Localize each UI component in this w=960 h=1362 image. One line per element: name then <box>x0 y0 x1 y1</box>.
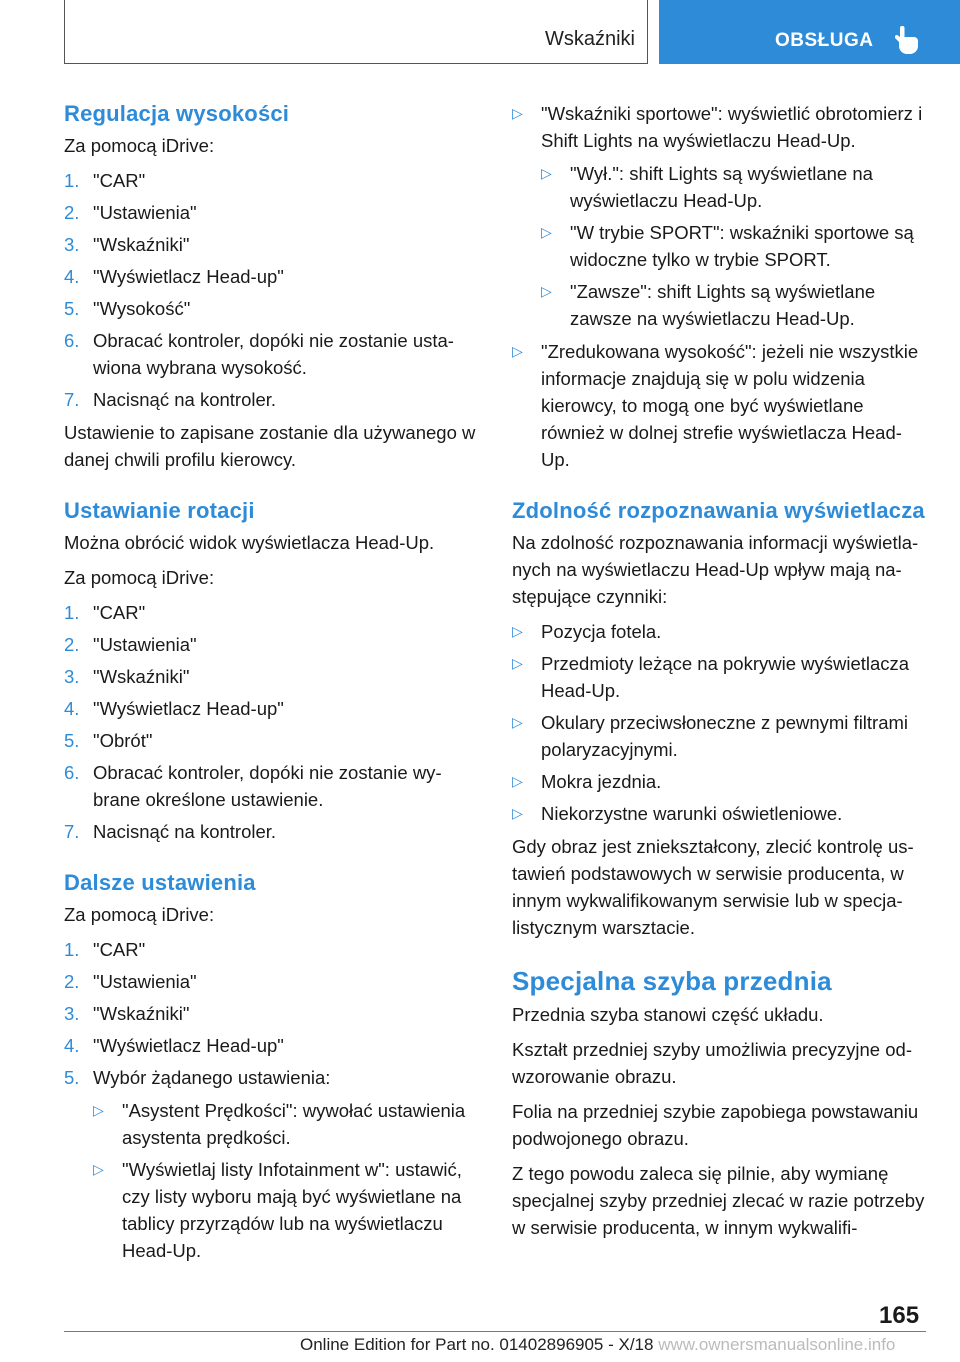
list-item: 7. Nacisnąć na kontroler. <box>64 389 277 410</box>
triangle-bullet-icon: ▷ <box>541 224 552 240</box>
windshield-p3: Folia na przedniej szybie zapobiega powstawaniu podwojonego obrazu. <box>512 1101 919 1149</box>
heading-height-adjustment: Regulacja wysokości <box>64 101 290 126</box>
right-column <box>512 100 930 1249</box>
continued-options <box>512 100 930 473</box>
list-item: 2. "Ustawienia" <box>64 971 197 992</box>
steps-further <box>64 936 480 1264</box>
header-section-box <box>64 0 648 64</box>
pointing-hand-icon <box>895 26 919 59</box>
steps-height <box>64 167 480 413</box>
windshield-p2: Kształt przedniej szyby umożliwia precyzyjne odwzorowanie obrazu. <box>512 1039 912 1087</box>
list-item: 1. "CAR" <box>64 602 146 623</box>
profile-note: Ustawienie to zapisane zostanie dla używanego w danej chwili profilu kierowcy. <box>64 422 476 470</box>
intro-idrive: Za pomocą iDrive: <box>64 135 215 156</box>
rotation-description: Można obrócić widok wyświetlacza Head-Up. <box>64 532 435 553</box>
list-item: 1. "CAR" <box>64 170 146 191</box>
windshield-p1: Przednia szyba stanowi część układu. <box>512 1004 824 1025</box>
list-item: ▷ Pozycja fotela. <box>512 618 930 645</box>
list-item: 6. Obracać kontroler, dopóki nie zostanie ustawiona wybrana wysokość. <box>64 330 454 378</box>
list-item: ▷ "Zawsze": shift Lights są wyświetlane zawsze na wyświetlaczu Head-Up. <box>541 278 930 332</box>
list-item: 1. "CAR" <box>64 939 146 960</box>
readability-factors <box>512 618 930 827</box>
list-item: 4. "Wyświetlacz Head-up" <box>64 698 284 719</box>
list-item: ▷ "Wyświetlaj listy Infotainment w": ustawić, czy listy wyboru mają być wyświetlane na tablicy przyrządów lub na wyświetlaczu Head-Up. <box>93 1156 480 1264</box>
list-item: ▷ "Zredukowana wysokość": jeżeli nie wszystkie informacje znajdują się w polu widzenia kierowcy, to mogą one być wyświetlane również w dolnej strefie wyświetlacza Head-Up. <box>512 338 930 473</box>
heading-rotation: Ustawianie rotacji <box>64 498 255 523</box>
heading-special-windshield: Specjalna szyba przednia <box>512 966 832 996</box>
left-column <box>64 100 480 1270</box>
list-item: ▷ Mokra jezdnia. <box>512 768 930 795</box>
header-section-title: Wskaźniki <box>544 28 635 50</box>
list-item: ▷ "Asystent Prędkości": wywołać ustawienia asystenta prędkości. <box>93 1097 480 1151</box>
windshield-p4: Z tego powodu zaleca się pilnie, aby wymianę specjalnej szyby przedniej zlecać w razie potrzeby w serwisie producenta, w innym wykwalifi- <box>512 1163 925 1238</box>
watermark: www.ownersmanualsonline.info <box>658 1335 896 1354</box>
list-item: ▷ Niekorzystne warunki oświetleniowe. <box>512 800 930 827</box>
triangle-bullet-icon: ▷ <box>512 655 523 671</box>
list-item: 2. "Ustawienia" <box>64 634 197 655</box>
triangle-bullet-icon: ▷ <box>541 283 552 299</box>
triangle-bullet-icon: ▷ <box>93 1102 104 1118</box>
footer-edition <box>300 1335 895 1355</box>
list-item: ▷ Przedmioty leżące na pokrywie wyświetlacza Head-Up. <box>512 650 930 704</box>
list-item: 7. Nacisnąć na kontroler. <box>64 821 277 842</box>
list-item: ▷ "Wskaźniki sportowe": wyświetlić obrotomierz i Shift Lights na wyświetlaczu Head-Up. ▷ "Wył.": shift Lights są wyświetlane na wyświetlaczu Head-Up. ▷ "W trybie SPORT": wskaźniki sportowe są widoczne tylko w trybie SPORT. ▷ "Zawsze": shift Lights są wyświetlane zawsze na wyświetlaczu Head-Up. <box>512 100 930 332</box>
list-item: 6. Obracać kontroler, dopóki nie zostanie wybrane określone ustawienie. <box>64 762 442 810</box>
intro-idrive: Za pomocą iDrive: <box>64 567 215 588</box>
sub-options <box>93 1097 480 1264</box>
triangle-bullet-icon: ▷ <box>512 714 523 730</box>
triangle-bullet-icon: ▷ <box>512 623 523 639</box>
footer-divider <box>64 1331 926 1332</box>
list-item: 4. "Wyświetlacz Head-up" <box>64 1035 284 1056</box>
header-chapter-tab <box>659 0 960 64</box>
list-item: ▷ "Wył.": shift Lights są wyświetlane na wyświetlaczu Head-Up. <box>541 160 930 214</box>
list-item: ▷ Okulary przeciwsłoneczne z pewnymi filtrami polaryzacyjnymi. <box>512 709 930 763</box>
triangle-bullet-icon: ▷ <box>512 105 523 121</box>
list-item: 5. "Wysokość" <box>64 298 191 319</box>
edition-text: Online Edition for Part no. 01402896905 - X/18 <box>300 1335 654 1354</box>
list-item: 3. "Wskaźniki" <box>64 1003 190 1024</box>
list-item: 5. "Obrót" <box>64 730 153 751</box>
sport-sub-options <box>541 160 930 332</box>
triangle-bullet-icon: ▷ <box>512 343 523 359</box>
triangle-bullet-icon: ▷ <box>93 1161 104 1177</box>
list-item: 3. "Wskaźniki" <box>64 666 190 687</box>
triangle-bullet-icon: ▷ <box>512 805 523 821</box>
list-item: 4. "Wyświetlacz Head-up" <box>64 266 284 287</box>
heading-readability: Zdolność rozpoznawania wyświetlacza <box>512 498 925 523</box>
triangle-bullet-icon: ▷ <box>541 165 552 181</box>
page-number: 165 <box>879 1302 920 1329</box>
intro-idrive: Za pomocą iDrive: <box>64 904 215 925</box>
list-item: 2. "Ustawienia" <box>64 202 197 223</box>
list-item: 5. Wybór żądanego ustawienia: ▷ "Asystent Prędkości": wywołać ustawienia asystenta prędkości. ▷ "Wyświetlaj listy Infotainment w": ustawić, czy listy wyboru mają być wyświetlane na tablicy przyrządów lub na wyświetlaczu Head-Up. <box>64 1064 480 1264</box>
readability-intro: Na zdolność rozpoznawania informacji wyświetlanych na wyświetlaczu Head-Up wpływ mają następujące czynniki: <box>512 532 919 607</box>
list-item: ▷ "W trybie SPORT": wskaźniki sportowe są widoczne tylko w trybie SPORT. <box>541 219 930 273</box>
steps-rotation <box>64 599 480 845</box>
header-chapter-title: OBSŁUGA <box>775 30 874 51</box>
distortion-note: Gdy obraz jest zniekształcony, zlecić kontrolę ustawień podstawowych w serwisie producenta, w innym wykwalifikowanym serwisie lub w specjalistycznym warsztacie. <box>512 836 914 938</box>
triangle-bullet-icon: ▷ <box>512 773 523 789</box>
heading-further-settings: Dalsze ustawienia <box>64 870 256 895</box>
list-item: 3. "Wskaźniki" <box>64 234 190 255</box>
